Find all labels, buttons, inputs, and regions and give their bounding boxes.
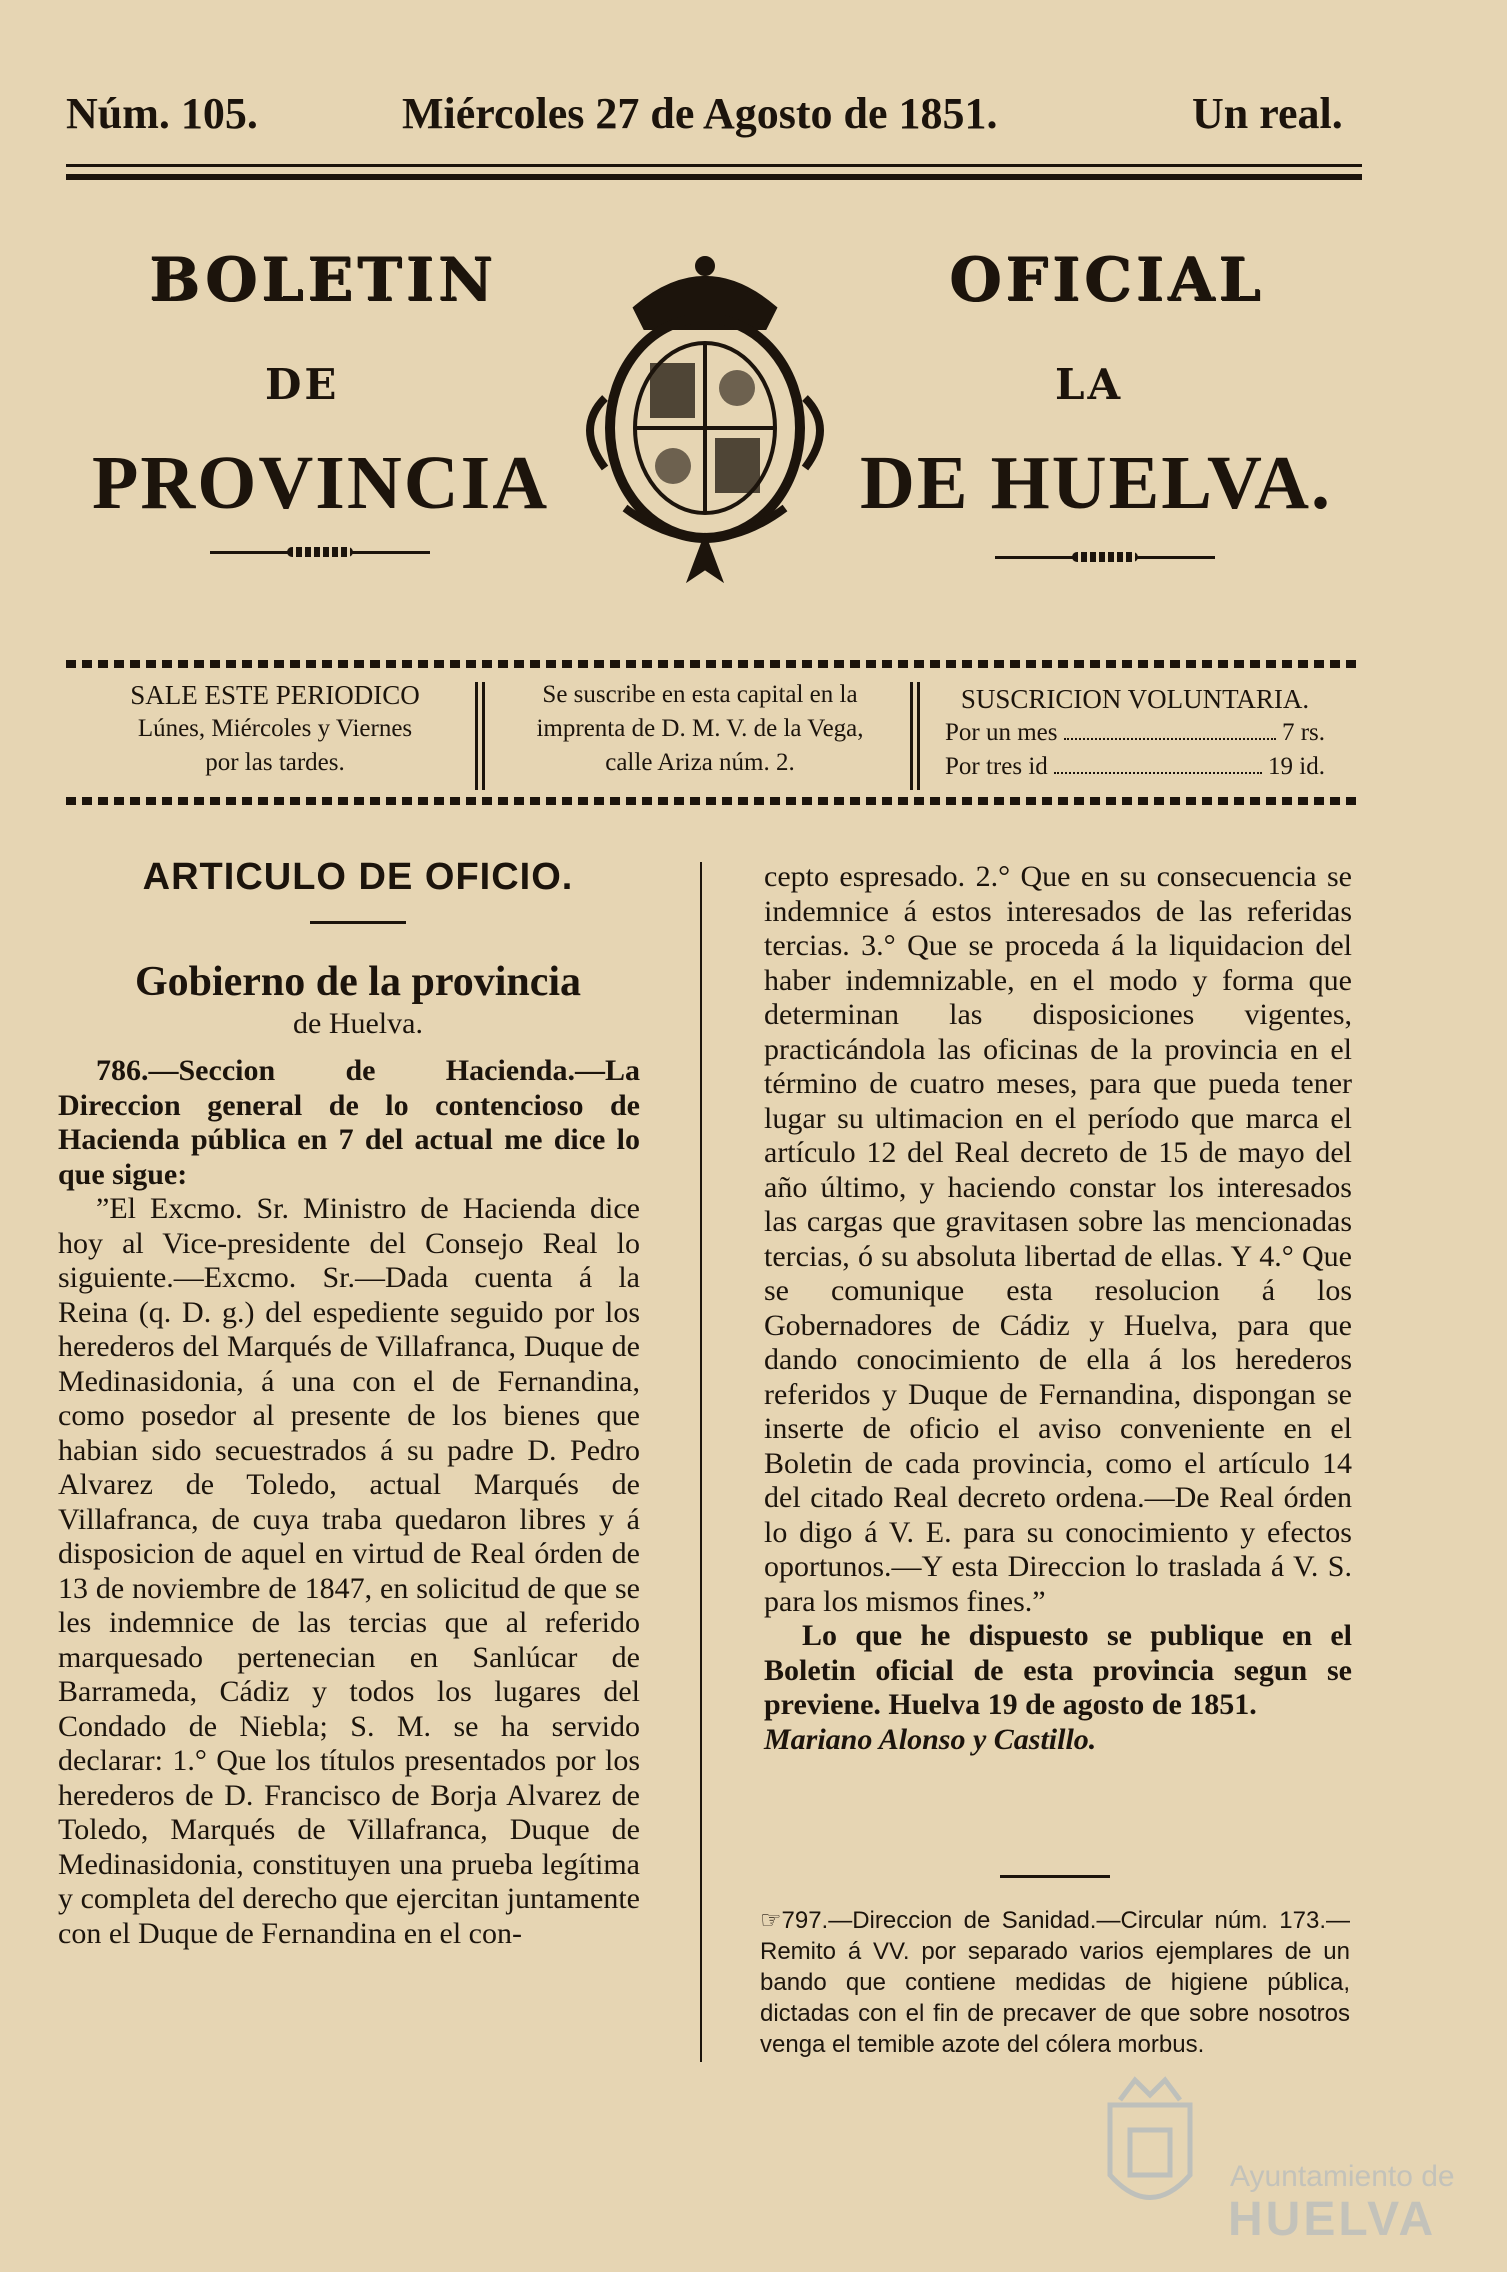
signature: Mariano Alonso y Castillo. <box>764 1722 1097 1756</box>
info-subscription-place <box>500 678 900 780</box>
ornament-right <box>995 552 1215 562</box>
info-place-line1: Se suscribe en esta capital en la <box>542 681 858 708</box>
info-prices <box>945 682 1325 784</box>
paragraph-publication: Lo que he dispuesto se publique en el Boletin oficial de esta provincia segun se previene. Huelva 19 de agosto de 1851. <box>764 1619 1352 1721</box>
price-label: Por un mes <box>945 719 1058 746</box>
gov-subtitle: de Huelva. <box>293 1007 423 1040</box>
info-prices-title: SUSCRICION VOLUNTARIA. <box>960 684 1310 714</box>
section-rule <box>310 921 406 924</box>
info-schedule-days: Lúnes, Miércoles y Viernes <box>137 715 413 742</box>
masthead-provincia: PROVINCIA <box>92 441 550 525</box>
price-row <box>945 716 1325 750</box>
header-rule-thin <box>66 164 1362 167</box>
header-rule-thick <box>66 174 1362 180</box>
issue-date: Miércoles 27 de Agosto de 1851. <box>402 89 998 138</box>
info-schedule-time: por las tardes. <box>205 749 345 776</box>
gov-title: Gobierno de la provincia <box>134 959 582 1005</box>
price-label: Por tres id <box>945 753 1048 780</box>
issue-price: Un real. <box>1192 89 1343 138</box>
paragraph-786: 786.—Seccion de Hacienda.—La Direccion general de lo contencioso de Hacienda pública en 7 del actual me dice lo que sigue: <box>58 1054 640 1191</box>
issue-number: Núm. 105. <box>66 89 258 138</box>
watermark-line2: HUELVA <box>1228 2193 1437 2246</box>
masthead-la: LA <box>1055 360 1124 409</box>
info-separator-right <box>910 682 920 790</box>
ornament-left <box>210 547 430 557</box>
masthead-oficial: OFICIAL <box>950 246 1266 316</box>
info-border-top <box>66 660 1356 668</box>
right-column-text <box>764 860 1352 1757</box>
paragraph-ministerial-order: ”El Excmo. Sr. Ministro de Hacienda dice hoy al Vice-presidente del Consejo Real lo siguiente.—Excmo. Sr.—Dada cuenta á la Reina (q. D. g.) del espediente seguido por los herederos del Marqués de Villafranca, Duque de Medinasidonia, á una con el de Fernandina, como posedor al presente de los bienes que habian sido secuestrados á su padre D. Pedro Alvarez de Toledo, actual Marqués de Villafranca, de cuya traba quedaron libres y á disposicion de aquel en virtud de Real órden de 13 de noviembre de 1847, en solicitud de que se les indemnice de las tercias que al referido marquesado pertenecian en Sanlúcar de Barrameda, Cádiz y todos los lugares del Condado de Niebla; S. M. se ha servido declarar: 1.° Que los títulos presentados por los herederos de D. Francisco de Borja Alvarez de Toledo, Marqués de Villafranca, Duque de Medinasidonia, constituyen una prueba legítima y completa del derecho que ejercitan juntamente con el Duque de Fernandina en el con- <box>58 1192 640 1950</box>
article-end-rule <box>1000 1875 1110 1878</box>
watermark-line1: Ayuntamiento de <box>1230 2160 1455 2193</box>
price-value: 7 rs. <box>1281 719 1325 746</box>
left-column-text <box>58 1054 640 1951</box>
info-place-line2: imprenta de D. M. V. de la Vega, <box>536 715 864 742</box>
masthead-boletin: BOLETIN <box>150 246 498 316</box>
paragraph-continuation: cepto espresado. 2.° Que en su consecuencia se indemnice á estos interesados de las referidas tercias. 3.° Que se proceda á la liquidacion del haber indemnizable, en el modo y forma que determinan las disposiciones vigentes, practicándola las oficinas de la provincia en el término de cuatro meses, para que pueda tener lugar su ultimacion en el período que marca el artículo 12 del Real decreto de 15 de mayo del año último, y haciendo constar los interesados las cargas que gravitasen sobre las mencionadas tercias, ó su absoluta libertad de ellas. Y 4.° Que se comunique esta resolucion á los Gobernadores de Cádiz y Huelva, para que dando conocimiento de ella á los herederos referidos y Duque de Fernandina, dispongan se inserte de oficio el aviso conveniente en el Boletin de cada provincia, como el artículo 14 del citado Real decreto ordena.—De Real órden lo digo á V. E. para su conocimiento y efectos oportunos.—Y esta Direccion lo traslada á V. S. para los mismos fines.” <box>764 860 1352 1618</box>
price-value: 19 id. <box>1268 753 1325 780</box>
info-separator-left <box>475 682 485 790</box>
info-schedule <box>95 678 455 780</box>
price-row <box>945 750 1325 784</box>
info-place-line3: calle Ariza núm. 2. <box>605 749 795 776</box>
masthead-de: DE <box>265 360 340 409</box>
footnote-797: ☞797.—Direccion de Sanidad.—Circular núm. 173.—Remito á VV. por separado varios ejemplares de un bando que contiene medidas de higiene pública, dictadas con el fin de precaver de que sobre nosotros venga el temible azote del cólera morbus. <box>760 1907 1350 2058</box>
city-crest-watermark-icon <box>1095 2075 1205 2225</box>
masthead-de-huelva: DE HUELVA. <box>860 441 1332 525</box>
column-divider <box>700 862 702 2062</box>
section-title: ARTICULO DE OFICIO. <box>142 856 574 898</box>
info-border-bottom <box>66 797 1356 805</box>
info-schedule-title: SALE ESTE PERIODICO <box>130 680 420 710</box>
coat-of-arms-icon <box>565 238 845 598</box>
